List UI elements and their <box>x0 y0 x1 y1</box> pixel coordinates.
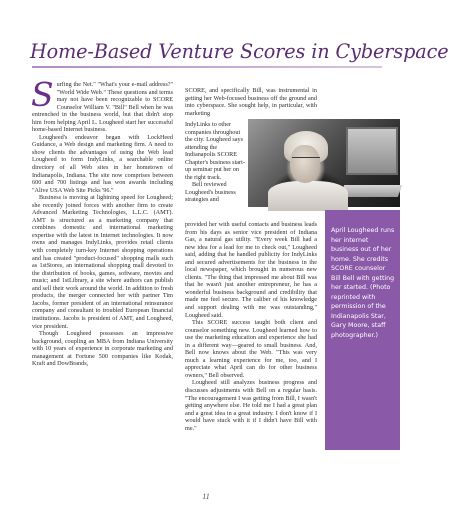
drop-cap: S <box>31 75 54 114</box>
article-paragraph: This SCORE success taught both client and counselor something new. Lougheed learned how to use the marketing education and experience she had in a different way—geared to small business. And, Bell now knows about the Web. "This was very much a learning experience for me, too, and I appreciate what April can do for other business owners," Bell observed. <box>185 319 317 379</box>
portrait-photo <box>248 119 400 207</box>
article-column-right <box>185 221 317 491</box>
photo-caption: April Lougheed runs her internet business out of her home. She credits SCORE counselor Bill Bell with getting her started. (Photo reprinted with permission of the Indianapolis Star, Gary Moore, staff photographer.) <box>331 227 395 340</box>
article-paragraph: IndyLinks to other companies throughout the city. Lougheed says attending the Indianapolis SCORE Chapter's business start-up seminar put her on the right track. <box>185 121 245 181</box>
keyboard-shape <box>340 185 402 197</box>
article-paragraph: Though Lougheed possesses an impressive background, coupling an MBA from Indiana University with 10 years of experience in corporate marketing and management at Fortune 500 companies like Kodak, Kraft and DowBrands, <box>32 330 173 368</box>
article-column-right-beside-photo <box>185 121 247 221</box>
article-paragraph: Lougheed's endeavor began with LockHeed Guidance, a Web design and marketing firm. A need to show clients the advantages of using the Web lead Lougheed to form IndyLinks, a searchable online directory of all Web sites in her hometown of Indianapolis, Indiana. The site now comprises between 600 and 700 listings and has won awards including "Alive USA Web Site Picks '96." <box>32 133 173 194</box>
title-divider <box>32 66 382 68</box>
article-column-left <box>31 75 173 481</box>
article-paragraph: provided her with useful contacts and business leads from his days as senior vice president of Indiana Gas, a natural gas utility. "Every week Bill had a new idea for a lead for me to check out," Lougheed said, adding that he handled publicity for IndyLinks and secured advertisements for the business in the local newspaper, which brought in numerous new clients. "The thing that impressed me about Bill was that he wasn't just another entrepreneur, he has a wonderful business background and credibility that made me feel secure. The caliber of his knowledge and support dealing with me was outstanding," Lougheed said. <box>185 221 317 319</box>
article-paragraph: Business is moving at lightning speed for Lougheed; she recently joined forces with another firm to create Advanced Marketing Technologies, L.L.C. (AMT). AMT is structured as a marketing company that combines domestic and international marketing expertise with the latest in Internet technologies. It now owns and manages IndyLinks, provides retail clients with completely turn-key Internet shopping operations and has created "product-focused" shopping malls such as 1stStores, an international shopping mall devoted to the distribution of books, games, software, movies and music; and 1stLibrary, a site where authors can publish and sell their work around the world. In addition to fresh products, the merger connected her with partner Tim Jacobs, former president of an international reinsurance company and consultant to troubled European financial institutions. Jacobs is president of AMT, and Lougheed, vice president. <box>32 194 173 330</box>
computer-monitor-shape <box>346 127 398 175</box>
person-face-shape <box>290 145 320 183</box>
article-column-right-top <box>185 81 317 121</box>
article-paragraph-lead <box>31 75 173 134</box>
article-title: Home-Based Venture Scores in Cyberspace <box>30 40 449 63</box>
page-number: 11 <box>202 492 210 501</box>
person-shirt-shape <box>268 181 348 211</box>
article-paragraph: Bell reviewed Lougheed's business strategies and <box>185 181 236 204</box>
glasses-shape <box>292 157 320 164</box>
article-paragraph: SCORE, and specifically Bill, was instrumental in getting her Web-focused business off the ground and into cyberspace. She sought help, in particular, with marketing <box>185 87 317 117</box>
article-paragraph: Lougheed still analyzes business progress and discusses adjustments with Bell on a regular basis. "The encouragement I was getting from Bill, I wasn't getting anywhere else. He told me I had a great plan and a great idea in a great industry. I don't know if I would have stuck with it if I didn't have Bill with me." <box>185 379 317 432</box>
lead-text: urfing the Net." "What's your e-mail address?" "World Wide Web." These questions and terms may not have been recognizable to SCORE Counselor William V. "Bill" Bell when he was entrenched in the business world, but that didn't stop him from helping April L. Lougheed start her successful home-based Internet business. <box>32 81 173 134</box>
